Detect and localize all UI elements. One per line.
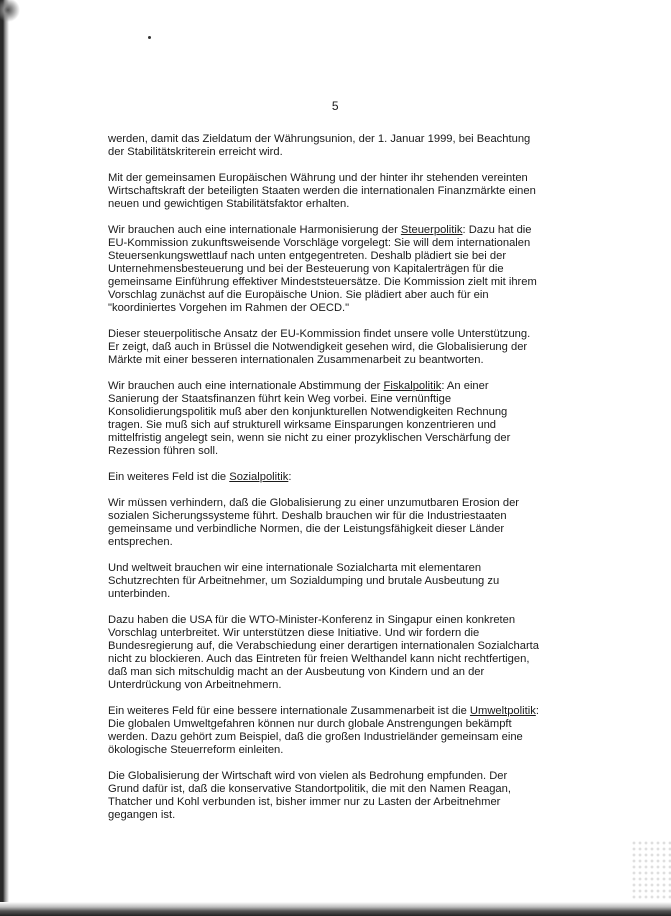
paragraph: werden, damit das Zieldatum der Währungsunion, der 1. Januar 1999, bei Beachtung der Stabilitätskriterein erreicht wird. <box>108 133 531 158</box>
paragraph: Wir brauchen auch eine internationale Harmonisierung der Steuerpolitik: Dazu hat die EU-Kommission zukunftsweisende Vorschläge vorgelegt: Sie will dem internationalen Steuersenkungswettlauf nach unten entgegentreten. Deshalb plädiert sie bei der Unternehmensbesteuerung und bei der Besteuerung von Kapitalerträgen für die gemeinsame Einführung effektiver Mindeststeuersätze. Die Kommission zielt mit ihrem Vorschlag zunächst auf die Europäische Union. Sie plädiert aber auch für ein "koordiniertes Vorgehen im Rahmen der OECD." <box>108 224 537 314</box>
paragraph: Die Globalisierung der Wirtschaft wird von vielen als Bedrohung empfunden. Der Grund dafür ist, daß die konservative Standortpolitik, die mit den Namen Reagan, Thatcher und Kohl verbunden ist, bisher immer nur zu Lasten der Arbeitnehmer gegangen ist. <box>108 770 511 821</box>
underlined-term-umweltpolitik: Umweltpolitik <box>469 705 536 717</box>
paragraph: Und weltweit brauchen wir eine internationale Sozialcharta mit elementaren Schutzrechten für Arbeitnehmer, um Sozialdumping und brutale Ausbeutung zu unterbinden. <box>108 562 500 600</box>
scan-smudge-top <box>0 0 30 42</box>
paragraph: Ein weiteres Feld ist die Sozialpolitik: <box>108 471 292 483</box>
underlined-term-fiskalpolitik: Fiskalpolitik <box>383 380 442 392</box>
scan-noise <box>631 840 671 900</box>
paragraph: Dieser steuerpolitische Ansatz der EU-Kommission findet unsere volle Unterstützung. Er zeigt, daß auch in Brüssel die Notwendigkeit gesehen wird, die Globalisierung der Märkte mit einer besseren internationalen Zusammenarbeit zu beantworten. <box>108 328 531 366</box>
paragraph: Ein weiteres Feld für eine bessere internationale Zusammenarbeit ist die Umweltpolitik: Die globalen Umweltgefahren können nur durch globale Anstrengungen bekämpft werden. Dazu gehört zum Beispiel, daß die großen Industrieländer gemeinsam eine ökologische Steuerreform einleiten. <box>108 705 539 756</box>
paragraph: Dazu haben die USA für die WTO-Minister-Konferenz in Singapur einen konkreten Vorschlag unterbreitet. Wir unterstützen diese Initiative. Und wir fordern die Bundesregierung auf, die Verabschiedung einer derartigen internationalen Sozialcharta nicht zu blockieren. Auch das Eintreten für freien Welthandel kann nicht rechtfertigen, daß man sich mitschuldig macht an der Ausbeutung von Kindern und an der Unterdrückung von Arbeitnehmern. <box>108 614 540 691</box>
document-body <box>108 133 540 835</box>
page-number: 5 <box>331 99 340 113</box>
underlined-term-sozialpolitik: Sozialpolitik <box>229 471 289 483</box>
paragraph: Wir brauchen auch eine internationale Abstimmung der Fiskalpolitik: An einer Sanierung der Staatsfinanzen führt kein Weg vorbei. Eine vernünftige Konsolidierungspolitik muß aber den konjunkturellen Notwendigkeiten Rechnung tragen. Sie muß sich auf strukturell wirksame Einsparungen konzentrieren und mittelfristig angelegt sein, wenn sie nicht zu einer prozyklischen Verschärfung der Rezession führen soll. <box>108 380 511 457</box>
scan-speck <box>148 36 151 39</box>
scan-border-bottom <box>0 902 671 916</box>
underlined-term-steuerpolitik: Steuerpolitik <box>400 224 463 236</box>
paragraph: Wir müssen verhindern, daß die Globalisierung zu einer unzumutbaren Erosion der sozialen Sicherungssysteme führt. Deshalb brauchen wir für die Industriestaaten gemeinsame und verbindliche Normen, die der Leistungsfähigkeit dieser Länder entsprechen. <box>108 497 520 548</box>
paragraph: Mit der gemeinsamen Europäischen Währung und der hinter ihr stehenden vereinten Wirtschaftskraft der beteiligten Staaten werden die internationalen Finanzmärkte einen neuen und gewichtigen Stabilitätsfaktor erhalten. <box>108 172 536 210</box>
scan-border-left <box>0 0 9 916</box>
